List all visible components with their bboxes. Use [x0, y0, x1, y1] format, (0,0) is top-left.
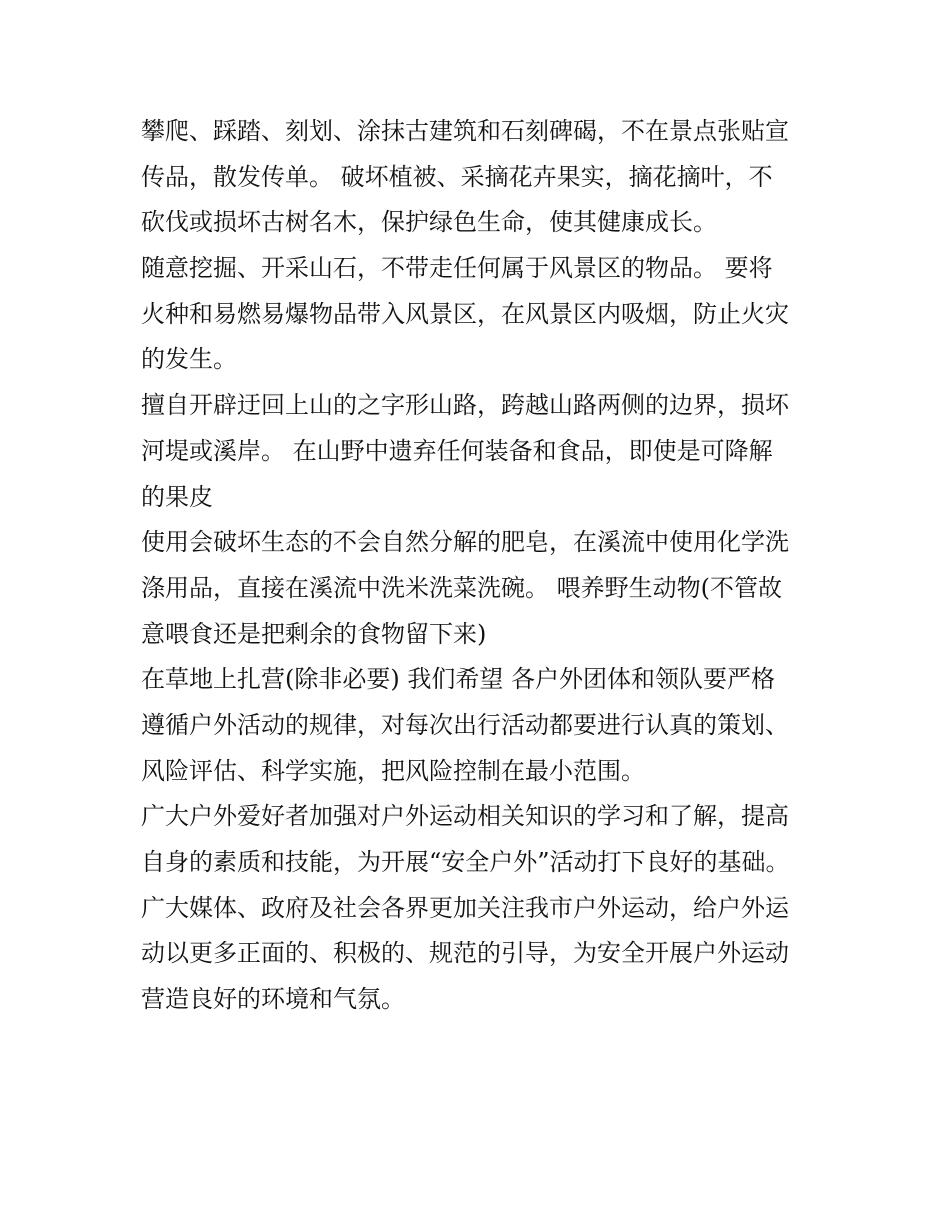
text-line: 在草地上扎营(除非必要) 我们希望 各户外团体和领队要严格 [141, 665, 775, 694]
text-line: 广大户外爱好者加强对户外运动相关知识的学习和了解，提高 [141, 802, 789, 831]
text-line: 风险评估、科学实施，把风险控制在最小范围。 [141, 756, 645, 785]
text-line: 砍伐或损坏古树名木，保护绿色生命，使其健康成长。 [141, 208, 717, 237]
text-line: 营造良好的环境和气氛。 [141, 985, 405, 1014]
text-line: 的果皮 [141, 482, 213, 511]
text-line: 自身的素质和技能，为开展“安全户外”活动打下良好的基础。 [141, 848, 790, 876]
text-line: 随意挖掘、开采山石，不带走任何属于风景区的物品。 要将 [141, 254, 773, 283]
text-line: 传品，散发传单。 破坏植被、采摘花卉果实，摘花摘叶，不 [141, 162, 773, 191]
text-line: 遵循户外活动的规律，对每次出行活动都要进行认真的策划、 [141, 710, 789, 739]
text-line: 涤用品，直接在溪流中洗米洗菜洗碗。 喂养野生动物(不管故 [141, 573, 782, 602]
text-line: 的发生。 [141, 345, 237, 374]
body-text [141, 109, 821, 1023]
text-line: 广大媒体、政府及社会各界更加关注我市户外运动，给户外运 [141, 893, 789, 922]
text-line: 使用会破坏生态的不会自然分解的肥皂，在溪流中使用化学洗 [141, 528, 789, 557]
text-line: 火种和易燃易爆物品带入风景区，在风景区内吸烟，防止火灾 [141, 299, 789, 328]
text-line: 动以更多正面的、积极的、规范的引导，为安全开展户外运动 [141, 939, 789, 968]
text-line: 河堤或溪岸。 在山野中遗弃任何装备和食品，即使是可降解 [141, 436, 773, 465]
text-line: 擅自开辟迂回上山的之字形山路，跨越山路两侧的边界，损坏 [141, 391, 789, 420]
text-line: 攀爬、踩踏、刻划、涂抹古建筑和石刻碑碣，不在景点张贴宣 [141, 117, 789, 145]
text-line: 意喂食还是把剩余的食物留下来) [141, 619, 487, 648]
